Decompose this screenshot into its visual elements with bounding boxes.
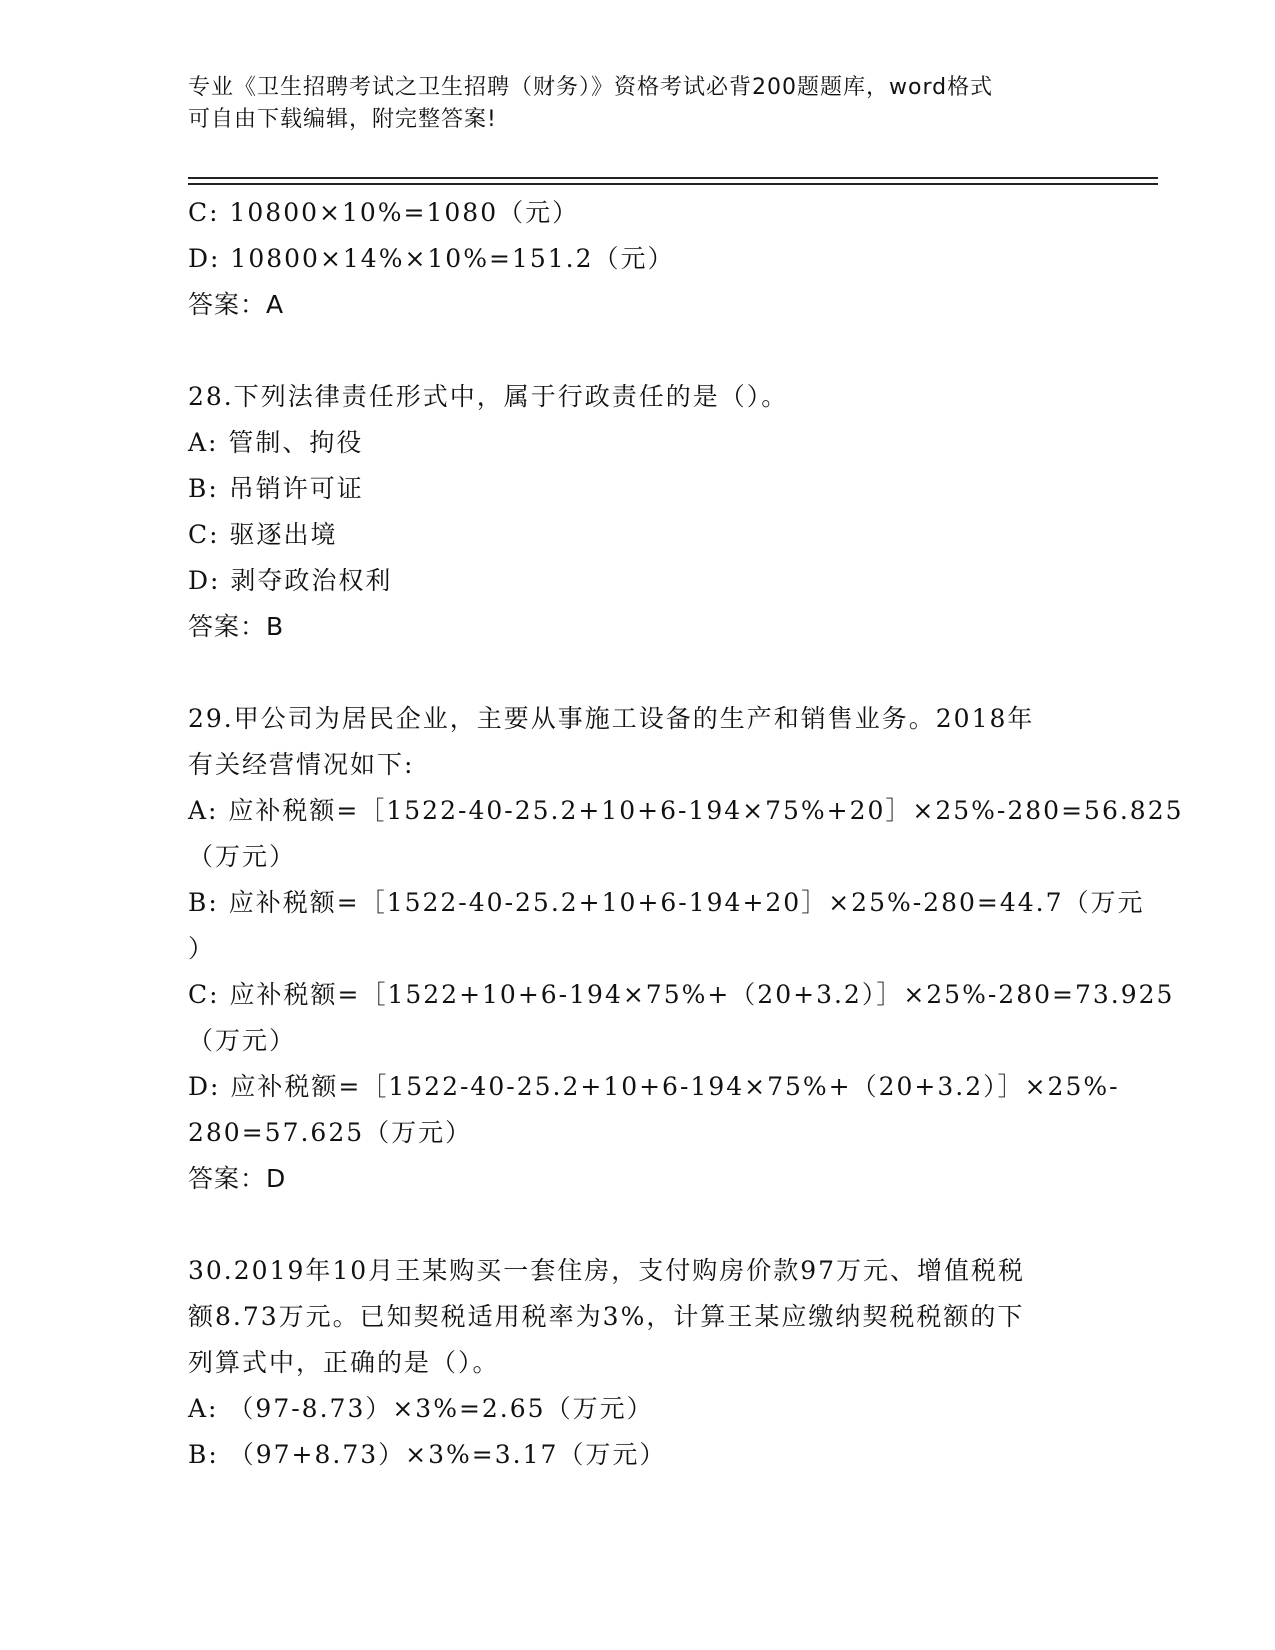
q28-option-d: D: 剥夺政治权利 xyxy=(188,566,393,595)
q28-option-a: A: 管制、拘役 xyxy=(188,428,364,457)
header-divider-bottom xyxy=(188,183,1158,185)
question-28 xyxy=(188,374,1088,650)
q29-option-a-line-1: A: 应补税额=［1522-40-25.2+10+6-194×75%+20］×25%-280=56.825 xyxy=(188,796,1184,825)
spacer xyxy=(188,650,1088,696)
document-header xyxy=(188,72,1068,136)
header-divider-top xyxy=(188,177,1158,179)
question-list xyxy=(188,190,1184,1478)
q29-option-c-line-1: C: 应补税额=［1522+10+6-194×75%+（20+3.2）］×25%-280=73.925 xyxy=(188,980,1175,1009)
q30-option-a: A: （97-8.73）×3%=2.65（万元） xyxy=(188,1394,654,1423)
q27-option-d: D: 10800×14%×10%=151.2（元） xyxy=(188,244,675,273)
q30-question-text-line-3: 列算式中，正确的是（）。 xyxy=(188,1348,500,1377)
q29-option-a-line-2: （万元） xyxy=(188,842,297,871)
q29-answer: 答案：D xyxy=(188,1164,287,1193)
spacer xyxy=(188,328,1088,374)
question-30 xyxy=(188,1248,1088,1478)
q28-option-c: C: 驱逐出境 xyxy=(188,520,338,549)
q30-question-text-line-2: 额8.73万元。已知契税适用税率为3%，计算王某应缴纳契税税额的下 xyxy=(188,1302,1025,1331)
q30-option-b: B: （97+8.73）×3%=3.17（万元） xyxy=(188,1440,667,1469)
q29-option-d-line-2: 280=57.625（万元） xyxy=(188,1118,473,1147)
q29-question-text-line-1: 29.甲公司为居民企业，主要从事施工设备的生产和销售业务。2018年 xyxy=(188,704,1035,733)
q29-option-b-line-1: B: 应补税额=［1522-40-25.2+10+6-194+20］×25%-280=44.7（万元 xyxy=(188,888,1145,917)
question-29 xyxy=(188,696,1184,1202)
question-27 xyxy=(188,190,1088,328)
header-title-line-1: 专业《卫生招聘考试之卫生招聘（财务）》资格考试必背200题题库，word格式 xyxy=(188,75,994,100)
q29-option-d-line-1: D: 应补税额=［1522-40-25.2+10+6-194×75%+（20+3.2）］×25%- xyxy=(188,1072,1120,1101)
q29-question-text-line-2: 有关经营情况如下: xyxy=(188,750,415,779)
q28-option-b: B: 吊销许可证 xyxy=(188,474,364,503)
q30-question-text-line-1: 30.2019年10月王某购买一套住房，支付购房价款97万元、增值税税 xyxy=(188,1256,1026,1285)
q28-question-text: 28.下列法律责任形式中，属于行政责任的是（）。 xyxy=(188,382,789,411)
q28-answer: 答案：B xyxy=(188,612,285,641)
spacer xyxy=(188,1202,1088,1248)
header-title-line-2: 可自由下载编辑，附完整答案! xyxy=(188,107,497,132)
q29-option-b-line-2: ） xyxy=(188,934,216,963)
q29-option-c-line-2: （万元） xyxy=(188,1026,297,1055)
q27-answer: 答案：A xyxy=(188,290,285,319)
q27-option-c: C: 10800×10%=1080（元） xyxy=(188,198,580,227)
